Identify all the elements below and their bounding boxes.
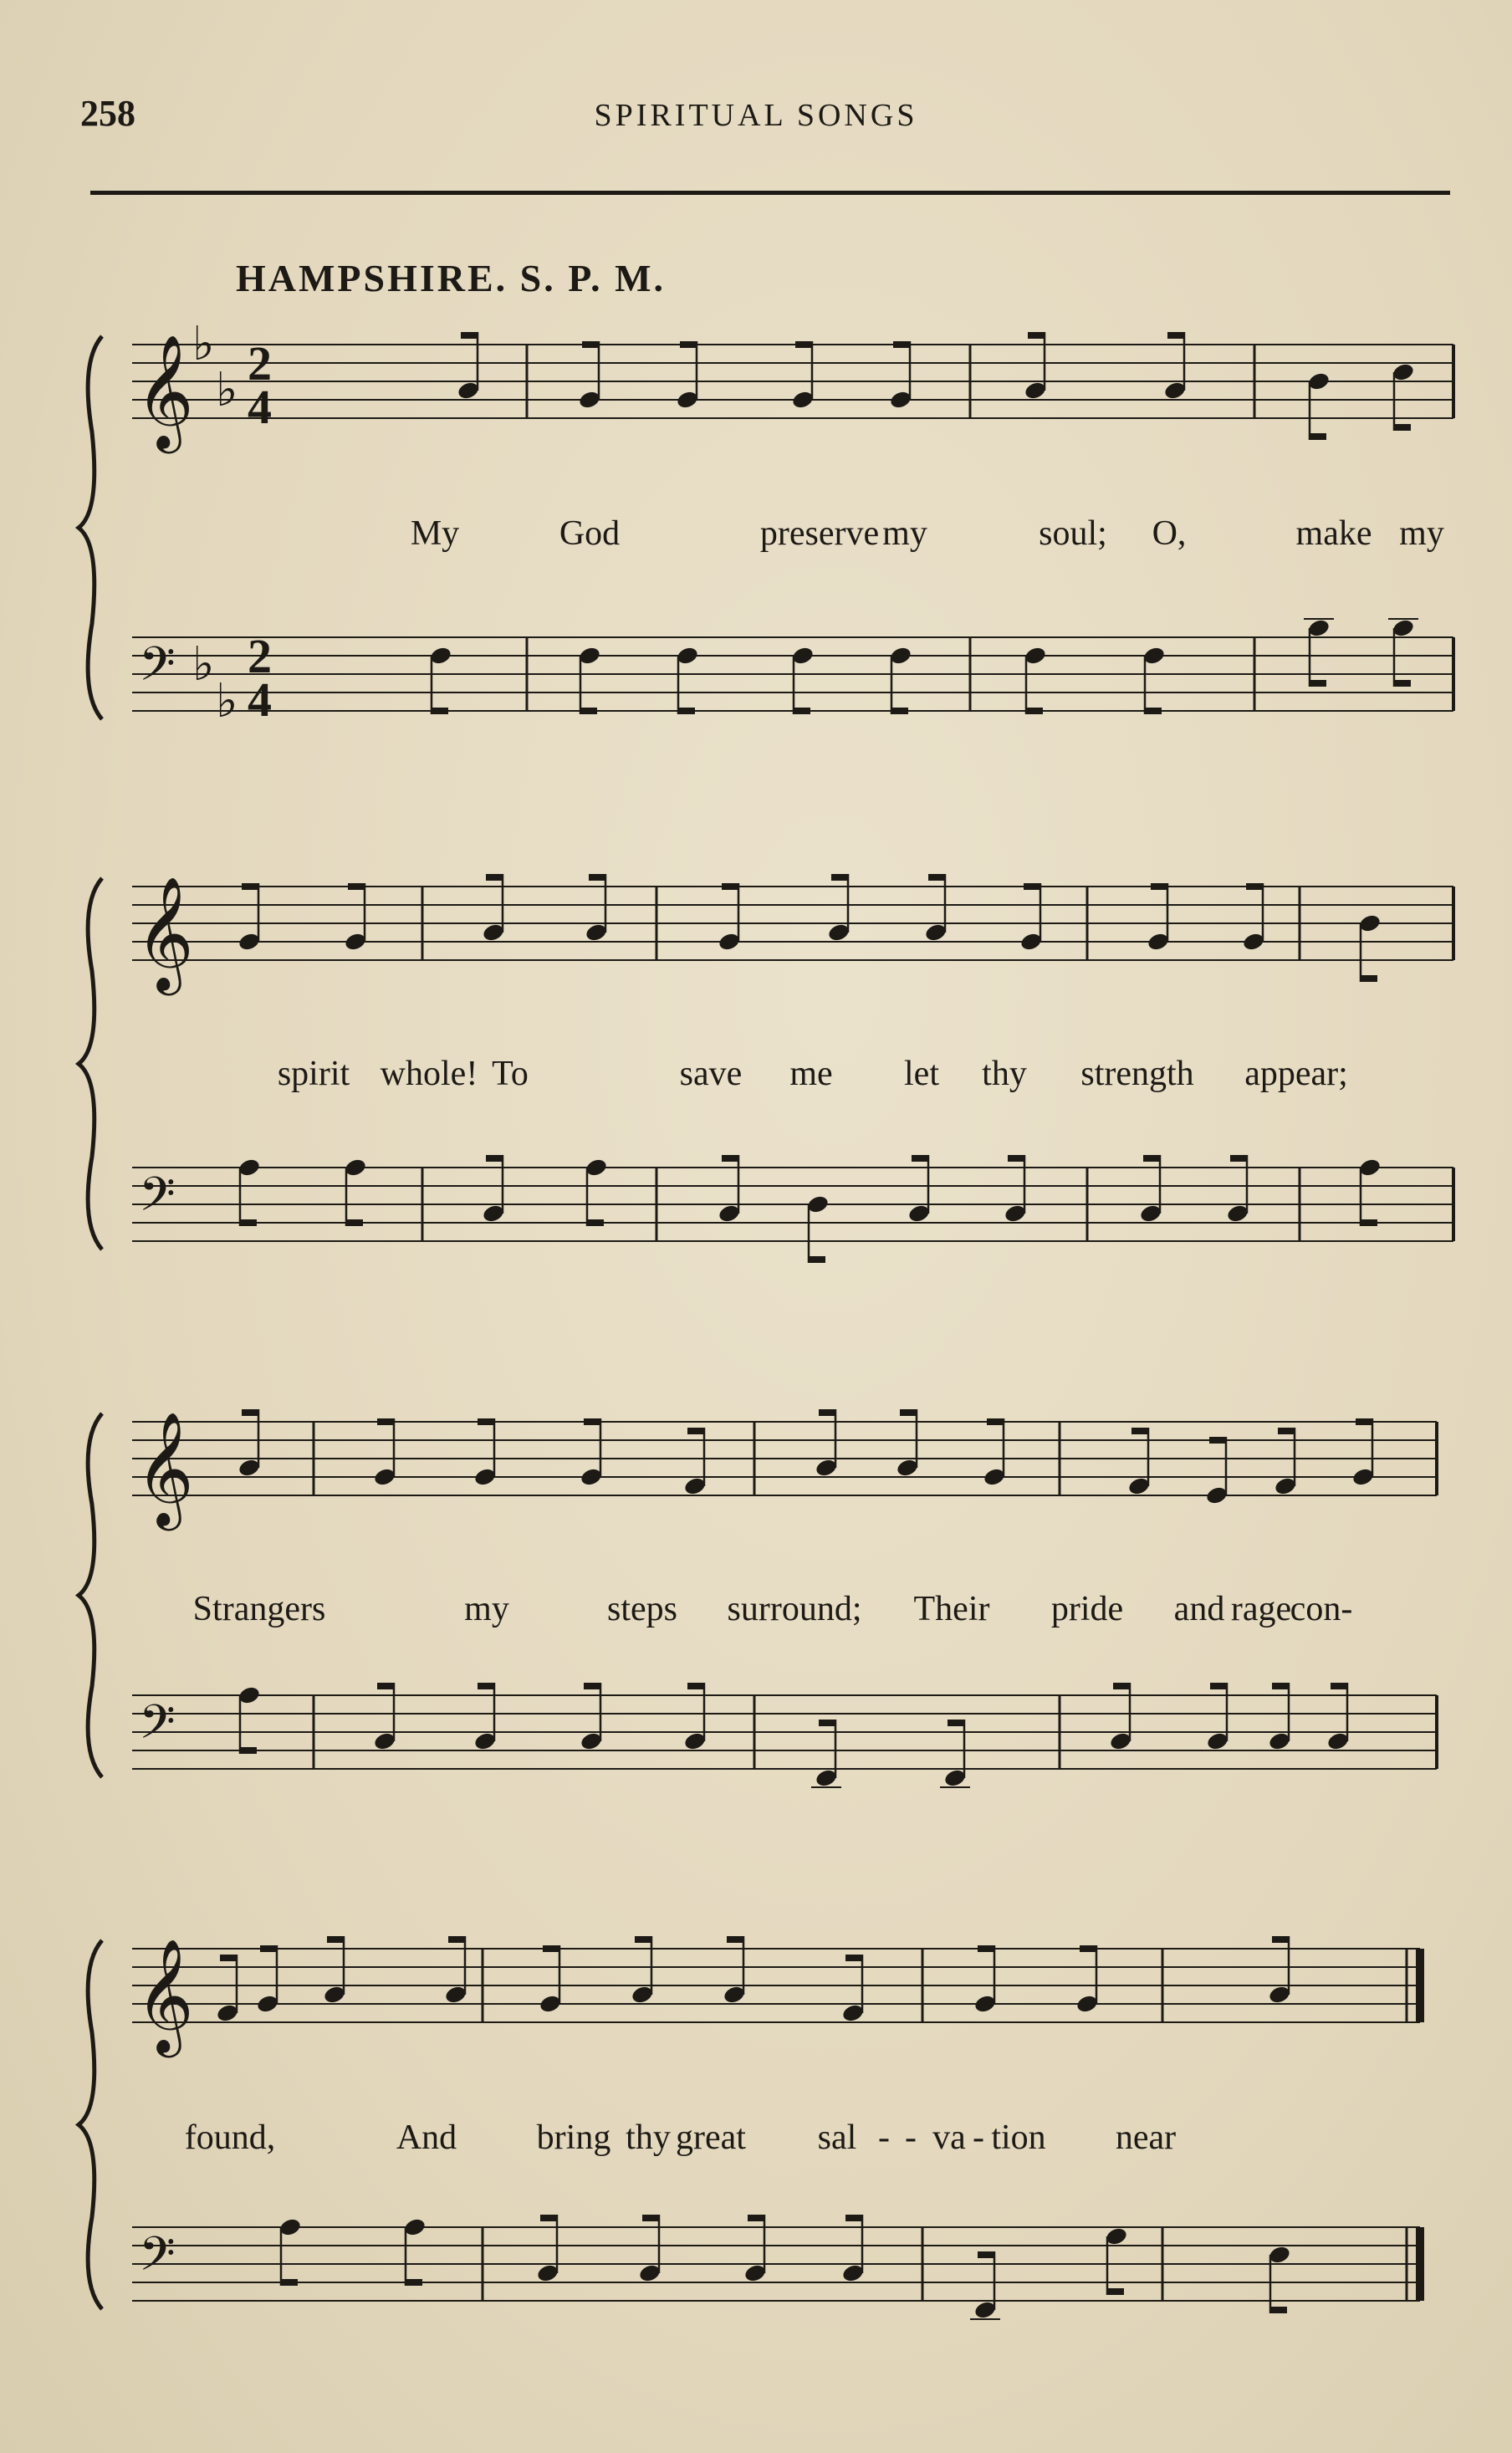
note-flag	[478, 1683, 494, 1689]
note-flag	[978, 1945, 994, 1952]
system-brace	[79, 1940, 102, 2309]
note-flag	[242, 1409, 258, 1416]
note-flag	[928, 874, 945, 881]
lyric-syllable: strength	[1080, 1055, 1194, 1093]
note-flag	[486, 874, 503, 881]
system-brace	[79, 878, 102, 1249]
note-flag	[727, 1936, 743, 1943]
lyric-syllable: steps	[607, 1590, 677, 1628]
lyric-syllable: sal	[817, 2118, 857, 2157]
note-flag	[987, 1418, 1004, 1425]
time-signature-bottom: 4	[248, 380, 272, 434]
note-flag	[461, 332, 478, 339]
lyric-syllable: found,	[184, 2118, 276, 2157]
note-flag	[1361, 975, 1377, 982]
lyric-syllable: great	[676, 2118, 746, 2157]
lyric-syllable: thy	[982, 1055, 1027, 1093]
note-flag	[1024, 883, 1040, 890]
note-flag	[1272, 1936, 1289, 1943]
treble-clef-icon: 𝄞	[135, 875, 194, 990]
note-flag	[242, 883, 258, 890]
lyric-syllable: -	[905, 2118, 917, 2157]
note-flag	[240, 1747, 257, 1754]
lyric-syllable: me	[789, 1055, 833, 1093]
note-flag	[1131, 1428, 1148, 1434]
note-flag	[819, 1409, 835, 1416]
note-flag	[819, 1720, 835, 1726]
flat-sign-icon: ♭	[216, 674, 238, 728]
note-flag	[794, 708, 810, 714]
note-flag	[900, 1409, 917, 1416]
lyric-syllable: make	[1295, 514, 1372, 553]
time-signature-top: 2	[248, 336, 272, 391]
lyric-syllable: Strangers	[192, 1590, 326, 1628]
note-flag	[1356, 1418, 1372, 1425]
note-flag	[580, 708, 597, 714]
lyric-syllable: preserve	[759, 514, 880, 553]
lyric-syllable: tion	[991, 2118, 1046, 2157]
note-flag	[240, 1219, 257, 1226]
lyric-syllable: my	[464, 1590, 509, 1628]
lyric-syllable: near	[1115, 2118, 1177, 2157]
note-flag	[809, 1256, 825, 1263]
lyric-syllable: -	[973, 2118, 984, 2157]
note-flag	[582, 341, 599, 348]
lyric-syllable: let	[904, 1055, 939, 1093]
note-flag	[1210, 1683, 1227, 1689]
note-flag	[1230, 1155, 1247, 1162]
lyric-syllable: pride	[1050, 1590, 1124, 1628]
note-flag	[478, 1418, 494, 1425]
note-flag	[1246, 883, 1263, 890]
note-flag	[1143, 1155, 1160, 1162]
lyric-syllable: con-	[1290, 1590, 1353, 1628]
note-flag	[260, 1945, 277, 1952]
lyric-syllable: spirit	[277, 1055, 350, 1093]
note-flag	[1270, 2307, 1287, 2313]
note-flag	[1028, 332, 1045, 339]
note-flag	[584, 1418, 600, 1425]
lyric-syllable: my	[1399, 514, 1444, 553]
note-flag	[893, 341, 910, 348]
flat-sign-icon: ♭	[216, 363, 238, 417]
bass-clef-icon: 𝄢	[139, 1695, 176, 1761]
note-flag	[220, 1955, 237, 1961]
note-flag	[348, 883, 365, 890]
lyric-syllable: thy	[626, 2118, 671, 2157]
note-flag	[346, 1219, 363, 1226]
note-flag	[1145, 708, 1162, 714]
note-flag	[584, 1683, 600, 1689]
lyric-syllable: surround;	[727, 1590, 862, 1628]
lyric-syllable: appear;	[1244, 1055, 1348, 1093]
note-flag	[1331, 1683, 1347, 1689]
note-flag	[912, 1155, 928, 1162]
treble-clef-icon: 𝄞	[135, 1937, 194, 2052]
lyric-syllable: To	[492, 1055, 529, 1093]
lyric-syllable: soul;	[1039, 514, 1107, 553]
note-flag	[486, 1155, 503, 1162]
bass-clef-icon: 𝄢	[139, 637, 176, 703]
treble-clef-icon: 𝄞	[135, 1410, 194, 1525]
note-flag	[406, 2279, 422, 2286]
lyric-syllable: save	[679, 1055, 743, 1093]
bass-clef-icon: 𝄢	[139, 2227, 176, 2293]
note-flag	[748, 2215, 764, 2221]
note-flag	[795, 341, 812, 348]
time-signature-bottom: 4	[248, 672, 272, 727]
lyric-syllable: God	[559, 514, 621, 553]
lyric-syllable: O,	[1152, 514, 1187, 553]
note-flag	[722, 1155, 738, 1162]
page-number: 258	[80, 93, 135, 134]
note-flag	[377, 1683, 394, 1689]
note-flag	[678, 708, 695, 714]
note-flag	[845, 1955, 862, 1961]
time-signature-top: 2	[248, 629, 272, 683]
lyric-syllable: bring	[536, 2118, 611, 2157]
lyric-syllable: va	[932, 2118, 966, 2157]
lyric-syllable: Their	[913, 1590, 990, 1628]
note-flag	[687, 1683, 704, 1689]
note-flag	[1310, 433, 1326, 440]
lyric-syllable: -	[878, 2118, 890, 2157]
bass-clef-icon: 𝄢	[139, 1168, 176, 1234]
note-flag	[540, 2215, 557, 2221]
note-flag	[1113, 1683, 1130, 1689]
note-flag	[635, 1936, 651, 1943]
note-flag	[978, 2251, 994, 2258]
note-flag	[589, 874, 605, 881]
lyric-syllable: and	[1173, 1590, 1225, 1628]
note-flag	[722, 883, 738, 890]
lyric-syllable: And	[396, 2118, 457, 2157]
note-flag	[1107, 2288, 1124, 2295]
note-flag	[1394, 424, 1411, 431]
flat-sign-icon: ♭	[192, 317, 215, 371]
note-flag	[432, 708, 448, 714]
note-flag	[1008, 1155, 1024, 1162]
note-flag	[377, 1418, 394, 1425]
note-flag	[1310, 680, 1326, 687]
note-flag	[448, 1936, 465, 1943]
note-flag	[831, 874, 848, 881]
note-flag	[1209, 1437, 1226, 1444]
note-flag	[1361, 1219, 1377, 1226]
lyric-syllable: my	[882, 514, 927, 553]
note-flag	[845, 2215, 862, 2221]
note-flag	[891, 708, 908, 714]
system-brace	[79, 1413, 102, 1777]
note-flag	[948, 1720, 964, 1726]
lyric-syllable: rage	[1230, 1590, 1292, 1628]
system-brace	[79, 336, 102, 719]
lyric-syllable: My	[410, 514, 460, 553]
note-flag	[281, 2279, 298, 2286]
note-flag	[680, 341, 697, 348]
running-title: SPIRITUAL SONGS	[594, 98, 918, 133]
note-flag	[1151, 883, 1167, 890]
note-flag	[1026, 708, 1043, 714]
note-flag	[543, 1945, 559, 1952]
note-flag	[327, 1936, 344, 1943]
note-flag	[587, 1219, 604, 1226]
note-flag	[642, 2215, 659, 2221]
note-flag	[1080, 1945, 1096, 1952]
note-flag	[1394, 680, 1411, 687]
note-flag	[1278, 1428, 1295, 1434]
flat-sign-icon: ♭	[192, 637, 215, 692]
note-flag	[1272, 1683, 1289, 1689]
note-flag	[1167, 332, 1184, 339]
treble-clef-icon: 𝄞	[135, 333, 194, 448]
lyric-syllable: whole!	[380, 1055, 478, 1093]
note-flag	[687, 1428, 704, 1434]
tune-title: HAMPSHIRE. S. P. M.	[236, 257, 667, 299]
